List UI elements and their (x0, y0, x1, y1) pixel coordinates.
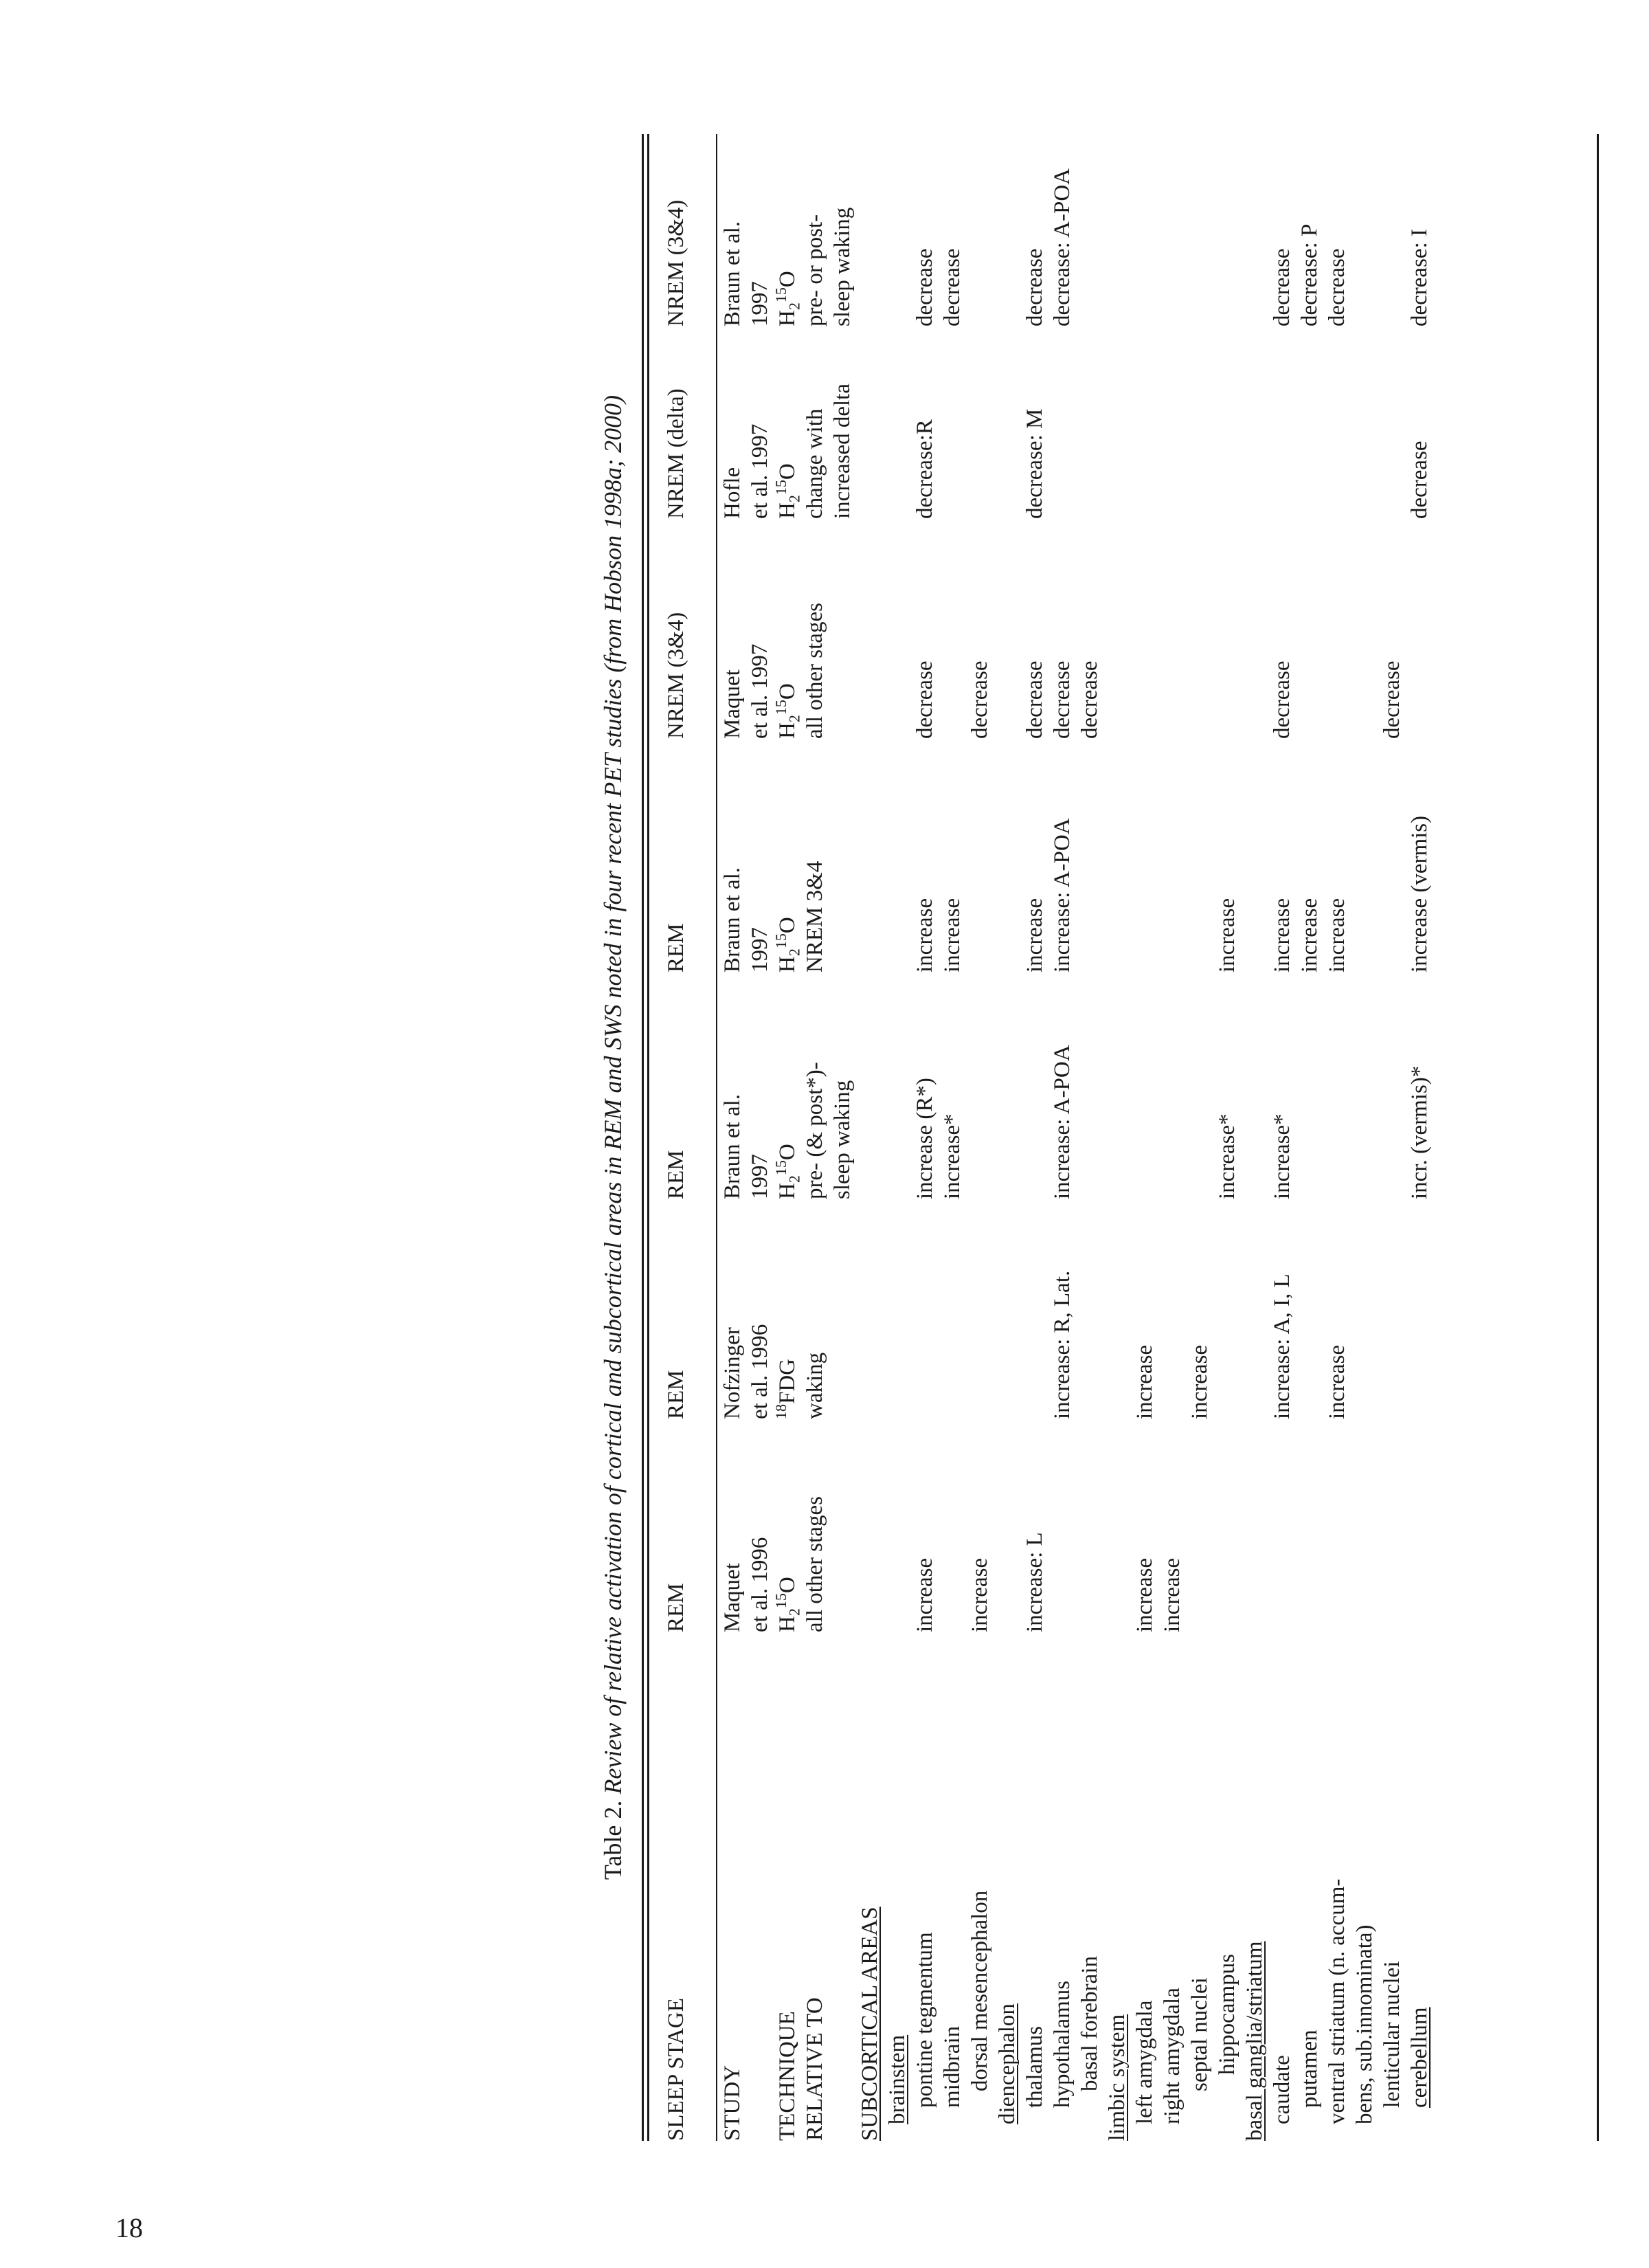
table-cell (1378, 1199, 1406, 1419)
table-cell (1378, 1419, 1406, 1632)
table-cell: decrease (1077, 660, 1102, 739)
table-cell: increase (1325, 898, 1349, 972)
caption-text: Review of relative activation of cortical and subcortical areas in REM and SWS noted in four recent PET studies (from Hobson 1998a; 2000) (599, 394, 627, 1794)
table-cell: increase: A-POA (1050, 1045, 1075, 1199)
table-cell (884, 326, 911, 519)
table-cell (939, 1419, 966, 1632)
table-row (1048, 134, 1076, 2141)
table-cell (884, 519, 911, 739)
table-row (966, 134, 994, 2141)
relative-label-blank (829, 1632, 856, 2141)
tracer-superscript: 15 (772, 287, 789, 303)
row-label: caudate (1270, 2055, 1294, 2124)
table-cell (1406, 519, 1433, 739)
tracer-subscript: 2 (785, 948, 803, 957)
column-header: REM (664, 923, 688, 972)
table-cell: decrease: M (1022, 408, 1047, 519)
table-row (1351, 134, 1378, 2141)
relative-cell: change with (803, 408, 827, 519)
study-name: Braun et al. (720, 867, 745, 972)
row-label: lenticular nuclei (1380, 1961, 1404, 2108)
study-name: Braun et al. (720, 1093, 745, 1199)
study-row-cont (746, 134, 774, 2141)
table-cell (1378, 134, 1406, 326)
table-row (1296, 134, 1323, 2141)
table-cell (1351, 739, 1378, 972)
table-cell (1103, 739, 1131, 972)
table-cell: decrease (1380, 660, 1404, 739)
table-cell (966, 972, 994, 1199)
table-cell (1186, 326, 1213, 519)
table-cell: decrease (1270, 660, 1294, 739)
row-label: brainstem (885, 2034, 910, 2124)
table-cell (1268, 1419, 1296, 1632)
table-cell (1241, 1199, 1268, 1419)
table-cell (1351, 134, 1378, 326)
row-label: cerebellum (1407, 2007, 1432, 2108)
study-name: Nofzinger (720, 1327, 745, 1419)
table-cell (1213, 326, 1241, 519)
column-header: REM (664, 1583, 688, 1632)
empty-cell (856, 972, 884, 1199)
technique-cell (774, 972, 801, 1199)
technique-label: TECHNIQUE (775, 2011, 800, 2141)
table-cell (884, 972, 911, 1199)
study-year: et al. 1997 (748, 423, 772, 519)
row-label: putamen (1297, 2030, 1322, 2108)
table-cell (1103, 1419, 1131, 1632)
empty-cell (856, 1419, 884, 1632)
relative-cell-cont: increased delta (830, 383, 855, 519)
table-cell (1131, 326, 1158, 519)
table-cell: decrease (967, 660, 992, 739)
rotated-table-block (598, 134, 1608, 2141)
technique-cell (774, 1199, 801, 1419)
row-label: thalamus (1022, 2025, 1047, 2108)
table-cell: increase: A, I, L (1270, 1274, 1294, 1419)
tracer-suffix: O (775, 1144, 800, 1161)
technique-cell (774, 326, 801, 519)
table-cell: increase* (1215, 1113, 1239, 1199)
table-cell (1241, 134, 1268, 326)
column-header: NREM (3&4) (664, 612, 688, 739)
table-cell (1021, 1199, 1048, 1419)
table-cell (1131, 134, 1158, 326)
table-cell (939, 1199, 966, 1419)
table-row (1076, 134, 1103, 2141)
table-cell (1131, 972, 1158, 1199)
table-cell (1103, 326, 1131, 519)
study-label-blank (746, 1632, 774, 2141)
tracer-prefix: H (775, 1616, 800, 1632)
column-header: NREM (delta) (664, 388, 688, 519)
table-cell (1323, 972, 1351, 1199)
table-cell: decrease:R (912, 419, 937, 519)
table-cell (1076, 134, 1103, 326)
technique-row (774, 134, 801, 2141)
study-year: et al. 1996 (748, 1324, 772, 1419)
relative-cell: NREM 3&4 (803, 860, 827, 972)
table-row (1378, 134, 1406, 2141)
table-cell (1296, 519, 1323, 739)
table-cell (1296, 972, 1323, 1199)
table-cell: increase: A-POA (1050, 818, 1075, 972)
study-name: Braun et al. (720, 221, 745, 326)
tracer-superscript: 15 (772, 1160, 789, 1176)
table-cell: decrease (1407, 441, 1432, 519)
row-label: pontine tegmentum (912, 1932, 937, 2108)
pet-studies-table (660, 134, 1433, 2141)
table-cell: increase (1325, 1344, 1349, 1419)
row-label: basal ganglia/striatum (1242, 1941, 1267, 2141)
table-cell (966, 1199, 994, 1419)
row-label: basal forebrain (1077, 1956, 1102, 2091)
table-cell (1158, 972, 1186, 1199)
table-cell (1323, 519, 1351, 739)
page-number: 18 (115, 2212, 143, 2243)
table-cell: increase (967, 1557, 992, 1632)
table-cell: decrease (912, 248, 937, 326)
empty-cell (856, 1199, 884, 1419)
relative-label: RELATIVE TO (803, 1997, 827, 2141)
table-cell (1076, 326, 1103, 519)
table-cell: increase (1132, 1344, 1157, 1419)
row-label: hypothalamus (1050, 1980, 1075, 2108)
table-cell (1186, 972, 1213, 1199)
study-year: 1997 (748, 927, 772, 972)
study-row (719, 134, 746, 2141)
column-header: REM (664, 1150, 688, 1199)
table-row (1213, 134, 1241, 2141)
table-cell (1158, 739, 1186, 972)
relative-cell-cont (829, 519, 856, 739)
table-row (1406, 134, 1433, 2141)
table-cell: increase (vermis) (1407, 815, 1432, 972)
table-cell (884, 739, 911, 972)
table-row (1186, 134, 1213, 2141)
table-cell (1186, 1419, 1213, 1632)
tracer-suffix: O (775, 271, 800, 288)
table-cell: increase (1022, 898, 1047, 972)
relative-cell: all other stages (803, 603, 827, 739)
relative-cell: all other stages (803, 1496, 827, 1632)
table-cell (884, 134, 911, 326)
table-cell (939, 519, 966, 739)
table-row (1021, 134, 1048, 2141)
tracer-subscript: 2 (785, 495, 803, 503)
tracer-prefix: H (775, 722, 800, 739)
empty-cell (856, 134, 884, 326)
row-label: diencephalon (995, 2003, 1020, 2124)
table-cell (1378, 326, 1406, 519)
tracer-prefix: H (775, 1183, 800, 1199)
study-name: Maquet (720, 1563, 745, 1632)
table-cell (1241, 519, 1268, 739)
table-cell: increase (912, 1557, 937, 1632)
table-row (1323, 134, 1351, 2141)
table-cell (1076, 739, 1103, 972)
column-header: NREM (3&4) (664, 199, 688, 326)
table-cell: decrease: P (1297, 223, 1322, 326)
tracer-suffix: FDG (775, 1358, 800, 1404)
table-cell (994, 134, 1021, 326)
table-cell (994, 1199, 1021, 1419)
study-year: et al. 1997 (748, 643, 772, 739)
bottom-rule (1597, 134, 1599, 2141)
table-cell: decrease (1022, 248, 1047, 326)
table-cell (1103, 972, 1131, 1199)
table-cell (911, 1199, 939, 1419)
tracer-subscript: 2 (785, 715, 803, 723)
tracer-superscript: 15 (772, 480, 789, 496)
row-label: limbic system (1105, 2014, 1130, 2141)
technique-cell (774, 519, 801, 739)
section-title-row (856, 134, 884, 2141)
row-label: dorsal mesencephalon (967, 1890, 992, 2091)
table-cell (1186, 519, 1213, 739)
table-cell (1406, 1199, 1433, 1419)
tracer-prefix: H (775, 310, 800, 326)
table-cell (884, 1199, 911, 1419)
study-name: Maquet (720, 669, 745, 739)
tracer-suffix: O (775, 1577, 800, 1594)
table-cell (1241, 1419, 1268, 1632)
study-label: STUDY (720, 2065, 745, 2141)
table-cell: increase* (1270, 1113, 1294, 1199)
table-row (1103, 134, 1131, 2141)
row-label: right amygdala (1160, 1988, 1185, 2124)
column-header: REM (664, 1370, 688, 1419)
table-cell: increase (1187, 1344, 1212, 1419)
study-meta (719, 134, 856, 2141)
table-cell (966, 134, 994, 326)
table-cell: increase (1132, 1557, 1157, 1632)
table-cell: increase (1160, 1557, 1185, 1632)
table-cell (1131, 519, 1158, 739)
table-cell (1351, 1419, 1378, 1632)
caption-lead: Table 2. (599, 1800, 627, 1880)
table-cell (1076, 1199, 1103, 1419)
relative-cell-cont (829, 1419, 856, 1632)
study-year: 1997 (748, 1154, 772, 1199)
tracer-subscript: 2 (785, 1175, 803, 1183)
relative-cell-cont: sleep waking (830, 207, 855, 326)
table-cell (1351, 519, 1378, 739)
table-cell: increase: L (1022, 1532, 1047, 1632)
table-cell (1076, 972, 1103, 1199)
table-cell: decrease (1050, 660, 1075, 739)
table-cell (1048, 1419, 1076, 1632)
table-cell: increase (940, 898, 965, 972)
table-cell (966, 739, 994, 972)
table-cell: increase (1270, 898, 1294, 972)
table-cell (994, 972, 1021, 1199)
row-label: bens, sub.innominata) (1352, 1924, 1377, 2124)
relative-cell: waking (803, 1352, 827, 1419)
relative-cell: pre- (& post*)- (803, 1062, 827, 1199)
study-name: Hofle (720, 467, 745, 519)
relative-cell: pre- or post- (803, 214, 827, 326)
table-cell (994, 519, 1021, 739)
relative-cell-cont: sleep waking (830, 1080, 855, 1199)
table-row (939, 134, 966, 2141)
table-cell (1296, 326, 1323, 519)
tracer-subscript: 2 (785, 302, 803, 311)
table-cell (1241, 326, 1268, 519)
header-row (660, 134, 719, 2141)
tracer-superscript: 15 (772, 700, 789, 715)
table-cell (1021, 972, 1048, 1199)
table-cell (1296, 1199, 1323, 1419)
empty-cell (856, 326, 884, 519)
table-cell (1048, 326, 1076, 519)
table-row (1268, 134, 1296, 2141)
table-cell (1158, 519, 1186, 739)
table-row (1131, 134, 1158, 2141)
table-row (1158, 134, 1186, 2141)
table-row (994, 134, 1021, 2141)
row-label: midbrain (940, 2025, 965, 2108)
top-rule (642, 134, 644, 2141)
relative-cell-cont (829, 1199, 856, 1419)
tracer-suffix: O (775, 683, 800, 700)
table-cell (1351, 972, 1378, 1199)
tracer-superscript: 15 (772, 933, 789, 949)
technique-cell (774, 134, 801, 326)
relative-row-cont (829, 134, 856, 2141)
table-cell (1186, 739, 1213, 972)
row-label: left amygdala (1132, 2000, 1157, 2124)
table-cell (1103, 519, 1131, 739)
tracer-prefix: H (775, 502, 800, 519)
table-cell: increase* (940, 1113, 965, 1199)
table-cell (1131, 739, 1158, 972)
tracer-suffix: O (775, 917, 800, 934)
table-cell: increase (1297, 898, 1322, 972)
table-cell (884, 1419, 911, 1632)
table-cell: decrease (912, 660, 937, 739)
table-caption (598, 134, 628, 2141)
table-cell: decrease: A-POA (1050, 168, 1075, 326)
table-cell (994, 326, 1021, 519)
tracer-superscript: 15 (772, 1593, 789, 1609)
table-cell (1158, 134, 1186, 326)
table-row (884, 134, 911, 2141)
row-label: septal nuclei (1187, 1977, 1212, 2091)
table-cell: increase (1215, 898, 1239, 972)
table-cell (1323, 326, 1351, 519)
table-row (911, 134, 939, 2141)
technique-cell (774, 1419, 801, 1632)
row-label: ventral striatum (n. accum- (1325, 1878, 1349, 2124)
table-cell: decrease (1022, 660, 1047, 739)
table-cell (1213, 1199, 1241, 1419)
table-cell (1103, 134, 1131, 326)
table-cell (1158, 1199, 1186, 1419)
table-cell (1186, 134, 1213, 326)
table-cell: decrease (940, 248, 965, 326)
table-cell: decrease: I (1407, 229, 1432, 326)
empty-cell (856, 519, 884, 739)
table-cell (994, 1419, 1021, 1632)
table-cell (1378, 739, 1406, 972)
tracer-prefix: H (775, 956, 800, 972)
table-cell (1351, 1199, 1378, 1419)
table-cell (1378, 972, 1406, 1199)
table-cell (1241, 972, 1268, 1199)
table-cell (1076, 1419, 1103, 1632)
table-cell (1158, 326, 1186, 519)
table-cell (1268, 326, 1296, 519)
table-cell (966, 326, 994, 519)
table-cell: decrease (1325, 248, 1349, 326)
table-row (1241, 134, 1268, 2141)
row-label: hippocampus (1215, 1954, 1239, 2075)
table-cell (1296, 1419, 1323, 1632)
tracer-suffix: O (775, 463, 800, 480)
sleep-stage-label: SLEEP STAGE (664, 1998, 688, 2141)
relative-row (801, 134, 829, 2141)
table-cell: incr. (vermis)* (1407, 1065, 1432, 1199)
relative-cell-cont (829, 739, 856, 972)
table-cell (1103, 1199, 1131, 1419)
table-cell (1213, 519, 1241, 739)
tracer-superscript: 18 (772, 1404, 789, 1419)
table-cell: decrease (1270, 248, 1294, 326)
study-year: 1997 (748, 281, 772, 326)
table-cell (1213, 1419, 1241, 1632)
table-cell (1213, 134, 1241, 326)
table-cell: increase (R*) (912, 1078, 937, 1199)
technique-cell (774, 739, 801, 972)
table-cell (939, 326, 966, 519)
table-cell (1351, 326, 1378, 519)
table-cell (1241, 739, 1268, 972)
table-cell (1323, 1419, 1351, 1632)
table-cell: increase (912, 898, 937, 972)
subcortical-rows (856, 134, 1433, 2141)
top-rule-double (647, 134, 649, 2141)
section-title: SUBCORTICAL AREAS (857, 1906, 882, 2141)
table-cell: increase: R, Lat. (1050, 1270, 1075, 1419)
study-year: et al. 1996 (748, 1537, 772, 1632)
empty-cell (856, 739, 884, 972)
table-cell (994, 739, 1021, 972)
table-cell (1406, 1419, 1433, 1632)
tracer-subscript: 2 (785, 1608, 803, 1616)
